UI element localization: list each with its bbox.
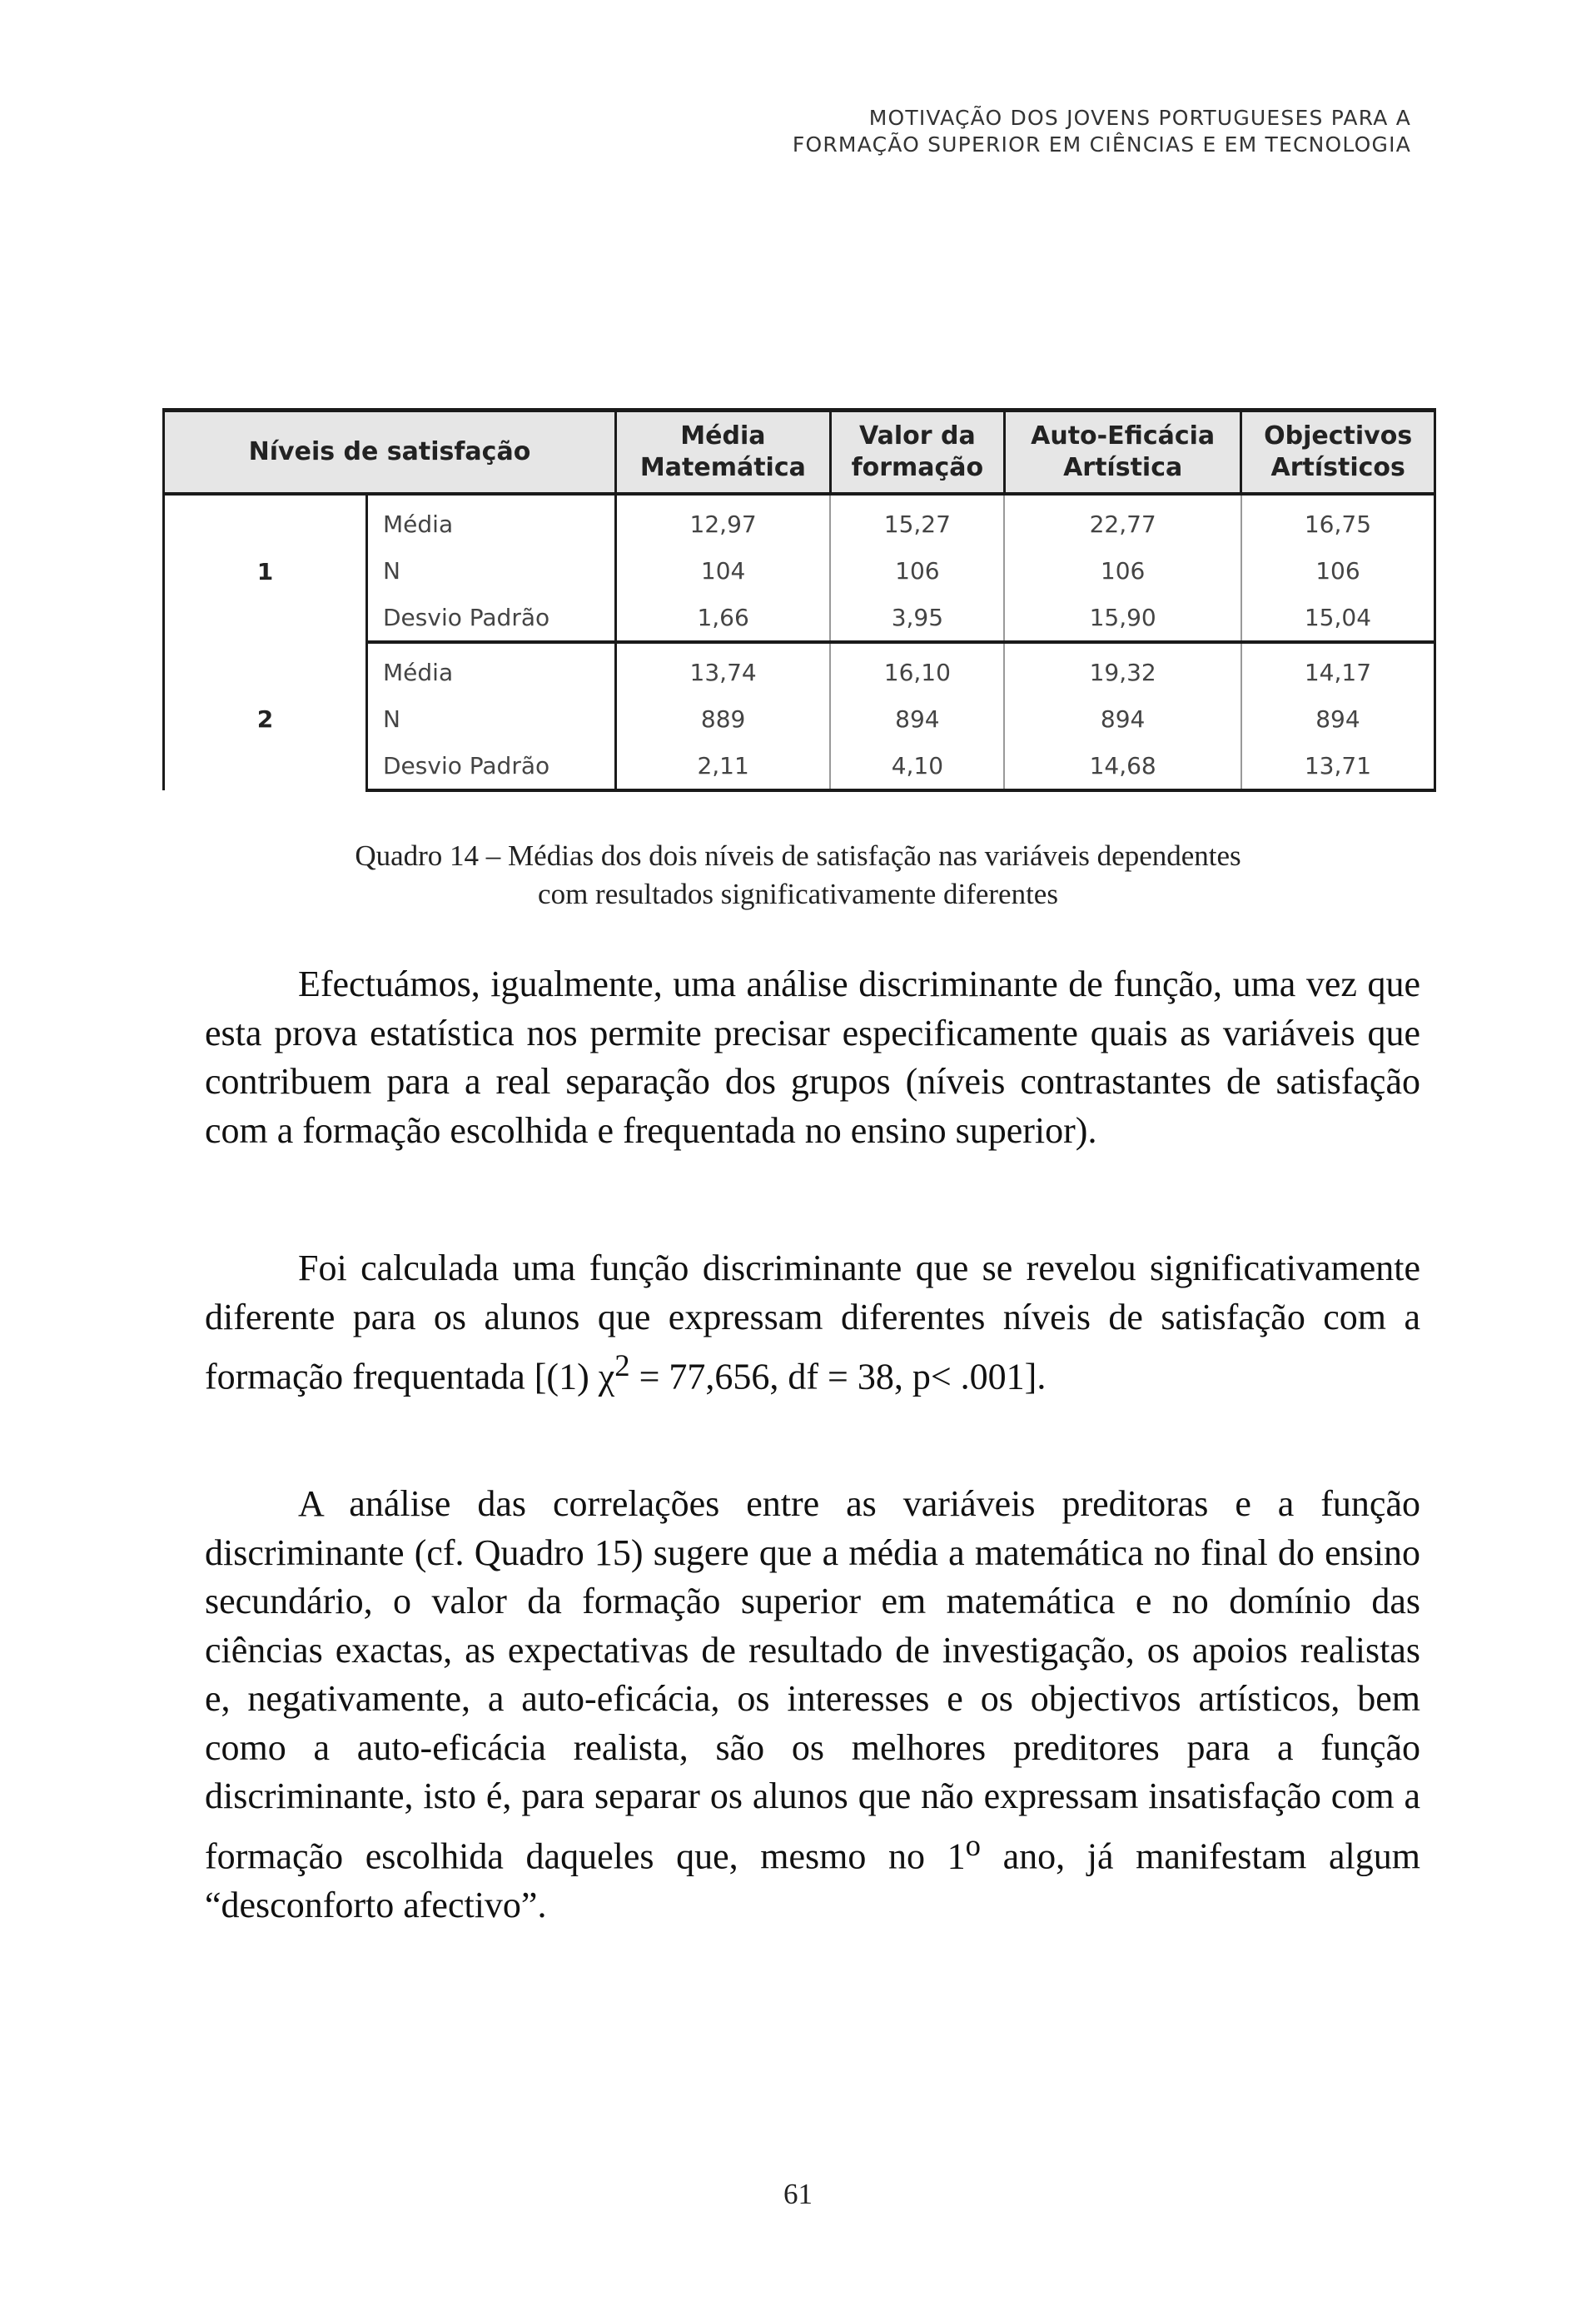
value-cell: 1,66 xyxy=(616,594,831,642)
running-header xyxy=(793,105,1411,158)
value-cell: 106 xyxy=(830,547,1004,594)
value-cell: 16,10 xyxy=(830,642,1004,695)
paragraph-2-text-a: Foi calculada uma função discriminante que se revelou significativamente diferente para os alunos que expressam diferentes níveis de satisfação com a formação frequentada [(1) χ xyxy=(205,1248,1420,1397)
stat-label: N xyxy=(367,547,616,594)
value-cell: 14,68 xyxy=(1004,742,1241,790)
value-cell: 894 xyxy=(830,695,1004,742)
value-cell: 894 xyxy=(1241,695,1435,742)
value-cell: 106 xyxy=(1241,547,1435,594)
stat-label: Desvio Padrão xyxy=(367,742,616,790)
header-auto-line2: Artística xyxy=(1063,453,1183,482)
table-header-row xyxy=(164,411,1435,495)
header-obj-line2: Artísticos xyxy=(1270,453,1405,482)
table-row xyxy=(164,494,1435,547)
level-cell: 1 xyxy=(164,494,367,642)
value-cell: 15,90 xyxy=(1004,594,1241,642)
stat-label: N xyxy=(367,695,616,742)
header-obj-line1: Objectivos xyxy=(1264,421,1413,451)
value-cell: 15,04 xyxy=(1241,594,1435,642)
header-media-matematica xyxy=(616,411,831,495)
value-cell: 22,77 xyxy=(1004,494,1241,547)
stat-label: Média xyxy=(367,494,616,547)
stat-label: Desvio Padrão xyxy=(367,594,616,642)
paragraph-2-text-b: = 77,656, df = 38, p< .001]. xyxy=(629,1356,1047,1397)
paragraph-3-text-a: A análise das correlações entre as variáveis preditoras e a função discriminante (cf. Quadro 15) sugere que a média a matemática no final do ensino secundário, o valor da formação superior em matemática e no domínio das ciências exactas, as expectativas de resultado de investigação, os apoios realistas e, negativamente, a auto-eficácia, os interesses e os objectivos artísticos, bem como a auto-eficácia realista, são os melhores preditores para a função discriminante, isto é, para separar os alunos que não expressam insatisfação com a formação escolhida daqueles que, mesmo no 1 xyxy=(205,1483,1420,1877)
caption-line-1: Quadro 14 – Médias dos dois níveis de satisfação nas variáveis dependentes xyxy=(355,839,1241,872)
paragraph-2 xyxy=(205,1244,1420,1402)
header-valor-line1: Valor da xyxy=(859,421,976,451)
value-cell: 12,97 xyxy=(616,494,831,547)
header-levels: Níveis de satisfação xyxy=(164,411,616,495)
header-auto-line1: Auto-Eficácia xyxy=(1031,421,1216,451)
value-cell: 106 xyxy=(1004,547,1241,594)
value-cell: 13,74 xyxy=(616,642,831,695)
header-media-line1: Média xyxy=(680,421,766,451)
value-cell: 3,95 xyxy=(830,594,1004,642)
value-cell: 889 xyxy=(616,695,831,742)
chi-square-exponent: 2 xyxy=(614,1348,630,1382)
page-number: 61 xyxy=(783,2178,813,2210)
value-cell: 13,71 xyxy=(1241,742,1435,790)
header-valor-formacao xyxy=(830,411,1004,495)
value-cell: 14,17 xyxy=(1241,642,1435,695)
paragraph-3-text-b: ano, já manifestam algum “desconforto afectivo”. xyxy=(205,1835,1420,1925)
stat-label: Média xyxy=(367,642,616,695)
satisfaction-table xyxy=(162,408,1436,792)
value-cell: 16,75 xyxy=(1241,494,1435,547)
ordinal-indicator: o xyxy=(965,1827,981,1862)
value-cell: 4,10 xyxy=(830,742,1004,790)
header-media-line2: Matemática xyxy=(639,453,806,482)
header-valor-line2: formação xyxy=(851,453,984,482)
caption-line-2: com resultados significativamente diferentes xyxy=(538,878,1058,910)
value-cell: 15,27 xyxy=(830,494,1004,547)
value-cell: 104 xyxy=(616,547,831,594)
level-cell: 2 xyxy=(164,642,367,790)
header-objectivos xyxy=(1241,411,1435,495)
table-caption xyxy=(0,837,1596,914)
value-cell: 19,32 xyxy=(1004,642,1241,695)
paragraph-1: Efectuámos, igualmente, uma análise discriminante de função, uma vez que esta prova estatística nos permite precisar especificamente quais as variáveis que contribuem para a real separação dos grupos (níveis contrastantes de satisfação com a formação escolhida e frequentada no ensino superior). xyxy=(205,964,1420,1151)
header-auto-eficacia xyxy=(1004,411,1241,495)
running-header-line-2: FORMAÇÃO SUPERIOR EM CIÊNCIAS E EM TECNOLOGIA xyxy=(792,132,1411,157)
table-row xyxy=(164,642,1435,695)
value-cell: 2,11 xyxy=(616,742,831,790)
data-table xyxy=(162,408,1436,792)
running-header-line-1: MOTIVAÇÃO DOS JOVENS PORTUGUESES PARA A xyxy=(868,106,1411,130)
paragraph-3 xyxy=(205,1480,1420,1930)
value-cell: 894 xyxy=(1004,695,1241,742)
